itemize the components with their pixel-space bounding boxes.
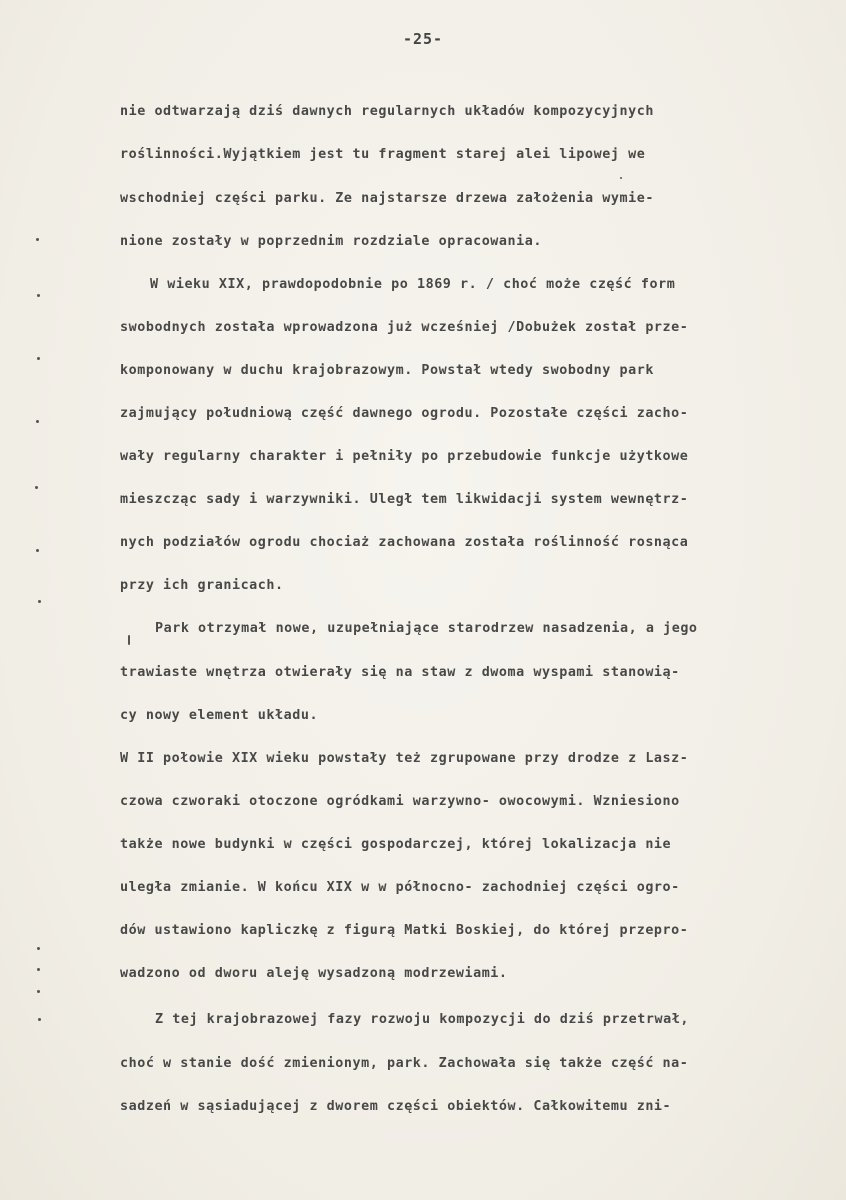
text-line: wschodniej części parku. Ze najstarsze drzewa założenia wymie- (120, 191, 654, 206)
margin-dot (37, 294, 40, 297)
page-number: -25- (402, 30, 444, 48)
text-line: Z tej krajobrazowej fazy rozwoju kompozycji do dziś przetrwał, (155, 1012, 689, 1027)
text-line: także nowe budynki w części gospodarczej, której lokalizacja nie (120, 837, 672, 852)
text-line: nie odtwarzają dziś dawnych regularnych układów kompozycyjnych (120, 104, 654, 119)
text-line: W II połowie XIX wieku powstały też zgrupowane przy drodze z Lasz- (120, 751, 689, 766)
text-line: zajmujący południową część dawnego ogrodu. Pozostałe części zacho- (120, 406, 689, 421)
text-line: komponowany w duchu krajobrazowym. Powstał wtedy swobodny park (120, 363, 654, 378)
text-line: cy nowy element układu. (120, 708, 319, 723)
margin-dot (36, 238, 39, 241)
margin-dot (620, 177, 622, 179)
margin-dot (37, 968, 40, 971)
text-line: swobodnych została wprowadzona już wcześniej /Dobużek został prze- (120, 320, 689, 335)
text-line: wały regularny charakter i pełniły po przebudowie funkcje użytkowe (120, 449, 689, 464)
text-line: W wieku XIX, prawdopodobnie po 1869 r. / choć może część form (150, 277, 676, 292)
text-line: uległa zmianie. W końcu XIX w w północno- zachodniej części ogro- (120, 880, 680, 895)
margin-dot (37, 947, 40, 950)
text-line: roślinności.Wyjątkiem jest tu fragment starej alei lipowej we (120, 147, 646, 162)
margin-dot (38, 600, 41, 603)
text-line: Park otrzymał nowe, uzupełniające starodrzew nasadzenia, a jego (155, 621, 698, 636)
margin-dot (36, 549, 39, 552)
text-line: przy ich granicach. (120, 578, 284, 593)
margin-dot (37, 357, 40, 360)
margin-dot (38, 1018, 41, 1021)
margin-dot (35, 486, 38, 489)
text-line: czowa czworaki otoczone ogródkami warzywno- owocowymi. Wzniesiono (120, 794, 680, 809)
text-line: dów ustawiono kapliczkę z figurą Matki Boskiej, do której przepro- (120, 923, 689, 938)
margin-dot (37, 990, 40, 993)
text-line: trawiaste wnętrza otwierały się na staw z dwoma wyspami stanowią- (120, 665, 680, 680)
margin-dot (128, 635, 130, 645)
text-line: choć w stanie dość zmienionym, park. Zachowała się także część na- (120, 1056, 689, 1071)
text-line: nych podziałów ogrodu chociaż zachowana została roślinność rosnąca (120, 535, 689, 550)
text-line: mieszcząc sady i warzywniki. Uległ tem likwidacji system wewnętrz- (120, 492, 689, 507)
text-line: nione zostały w poprzednim rozdziale opracowania. (120, 234, 542, 249)
text-line: sadzeń w sąsiadującej z dworem części obiektów. Całkowitemu zni- (120, 1099, 672, 1114)
text-line: wadzono od dworu aleję wysadzoną modrzewiami. (120, 966, 508, 981)
margin-dot (36, 420, 39, 423)
